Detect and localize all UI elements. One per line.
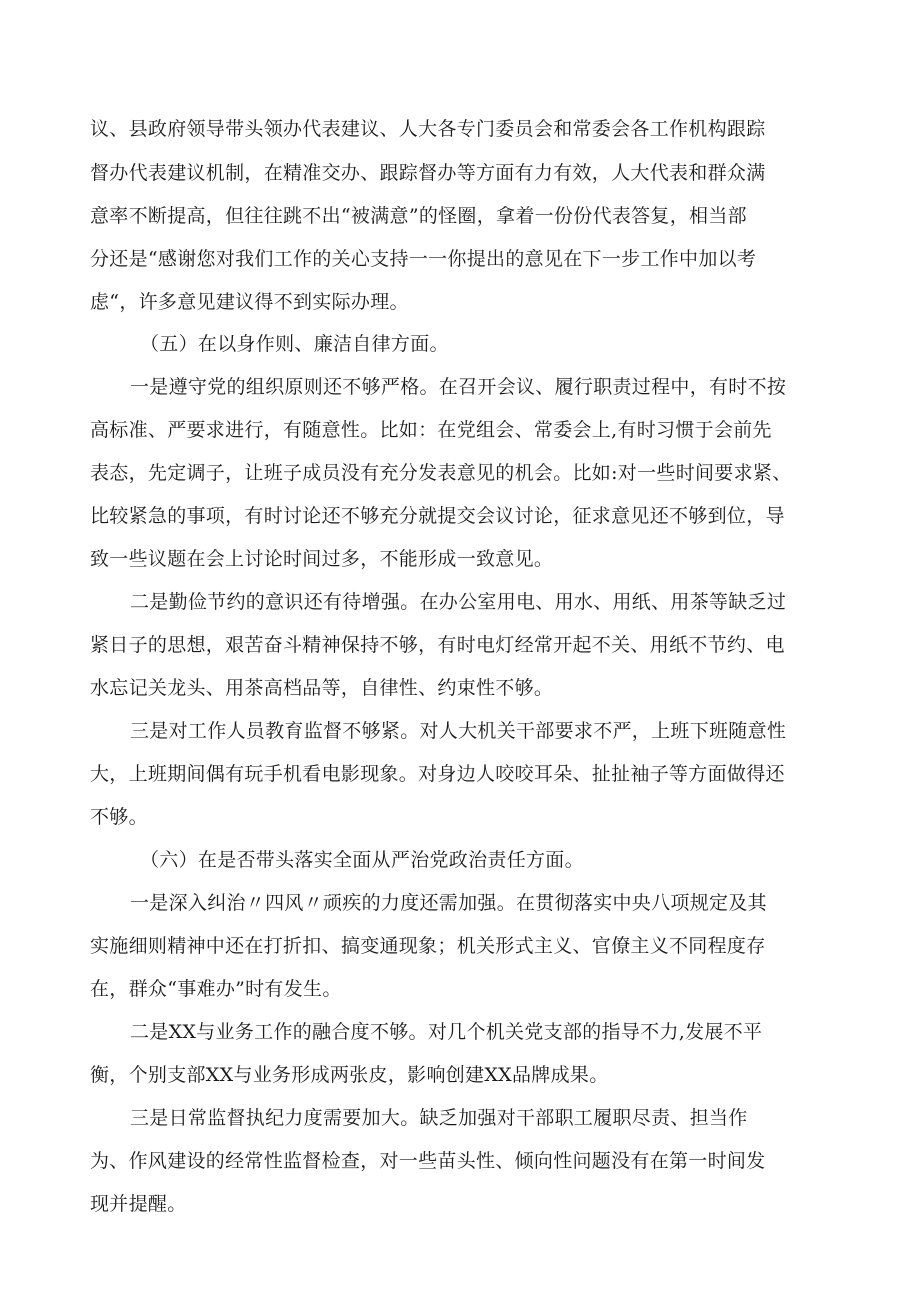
section-heading-5: （五）在以身作则、廉洁自律方面。 bbox=[140, 333, 449, 355]
text-line-16: 大，上班期间偶有玩手机看电影现象。对身边人咬咬耳朵、扯扯袖子等方面做得还 bbox=[90, 763, 785, 785]
text-line-3: 意率不断提高，但往往跳不出“被满意”的怪圈，拿着一份份代表答复，相当部 bbox=[90, 205, 747, 227]
text-line-20: 实施细则精神中还在打折扣、搞变通现象；机关形式主义、官僚主义不同程度存 bbox=[90, 935, 766, 957]
text-line-7: 一是遵守党的组织原则还不够严格。在召开会议、履行职责过程中，有时不按 bbox=[130, 376, 787, 398]
text-line-14: 水忘记关龙头、用茶高档品等，自律性、约束性不够。 bbox=[90, 677, 554, 699]
text-line-10: 比较紧急的事项，有时讨论还不够充分就提交会议讨论，征求意见还不够到位，导 bbox=[90, 505, 785, 527]
text-line-21: 在，群众“事难办”时有发生。 bbox=[90, 978, 342, 1000]
text-line-8: 高标准、严要求进行，有随意性。比如：在党组会、常委会上,有时习惯于会前先 bbox=[90, 419, 772, 441]
text-line-26: 现并提醒。 bbox=[90, 1193, 187, 1215]
text-line-13: 紧日子的思想，艰苦奋斗精神保持不够，有时电灯经常开起不关、用纸不节约、电 bbox=[90, 634, 785, 656]
text-line-22: 二是XX与业务工作的融合度不够。对几个机关党支部的指导不力,发展不平 bbox=[130, 1021, 763, 1043]
text-line-5: 虑“，许多意见建议得不到实际办理。 bbox=[90, 291, 409, 313]
text-line-9: 表态，先定调子，让班子成员没有充分发表意见的机会。比如:对一些时间要求紧、 bbox=[90, 462, 792, 484]
text-line-1: 议、县政府领导带头领办代表建议、人大各专门委员会和常委会各工作机构跟踪 bbox=[90, 118, 766, 140]
text-line-12: 二是勤俭节约的意识还有待增强。在办公室用电、用水、用纸、用茶等缺乏过 bbox=[130, 591, 787, 613]
text-line-11: 致一些议题在会上讨论时间过多，不能形成一致意见。 bbox=[90, 548, 554, 570]
text-line-15: 三是对工作人员教育监督不够紧。对人大机关干部要求不严，上班下班随意性 bbox=[130, 720, 787, 742]
text-line-4: 分还是“感谢您对我们工作的关心支持一一你提出的意见在下一步工作中加以考 bbox=[90, 248, 757, 270]
text-line-23: 衡，个别支部XX与业务形成两张皮，影响创建XX品牌成果。 bbox=[90, 1064, 609, 1086]
text-line-19: 一是深入纠治〃四风〃顽疾的力度还需加强。在贯彻落实中央八项规定及其 bbox=[130, 892, 767, 914]
text-line-17: 不够。 bbox=[90, 806, 148, 828]
text-line-2: 督办代表建议机制，在精准交办、跟踪督办等方面有力有效，人大代表和群众满 bbox=[90, 162, 766, 184]
text-line-24: 三是日常监督执纪力度需要加大。缺乏加强对干部职工履职尽责、担当作 bbox=[130, 1107, 748, 1129]
text-line-25: 为、作风建设的经常性监督检查，对一些苗头性、倾向性问题没有在第一时间发 bbox=[90, 1150, 766, 1172]
section-heading-6: （六）在是否带头落实全面从严治党政治责任方面。 bbox=[140, 849, 584, 871]
